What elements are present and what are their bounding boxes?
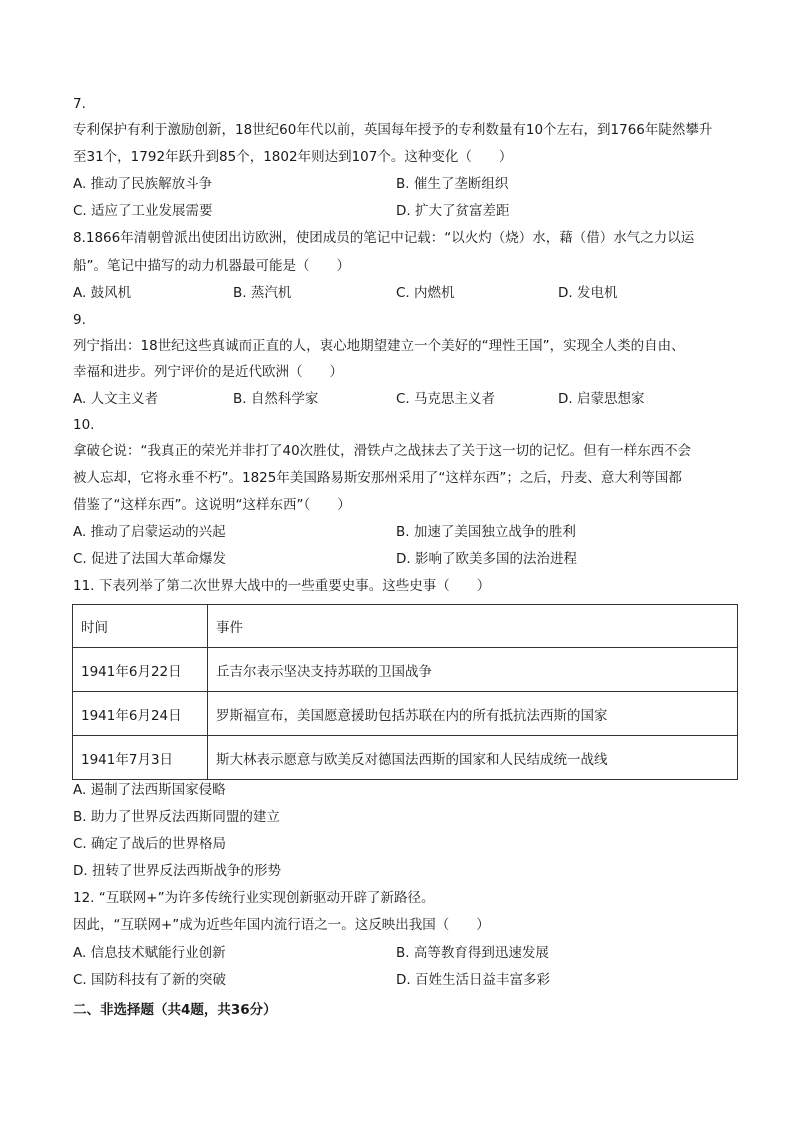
table-header-event: 事件 xyxy=(208,605,738,648)
q9-stem-line2: 幸福和进步。列宁评价的是近代欧洲（ ） xyxy=(73,364,343,380)
q8-stem-line1: 8.1866年清朝曾派出使团出访欧洲，使团成员的笔记中记载：“以火灼（烧）水，藉（借）水气之力以运 xyxy=(73,230,695,246)
q8-option-b: B. 蒸汽机 xyxy=(233,285,292,301)
q7-stem-line1: 专利保护有利于激励创新，18世纪60年代以前，英国每年授予的专利数量有10个左右，到1766年陡然攀升 xyxy=(73,122,713,138)
q12-option-d: D. 百姓生活日益丰富多彩 xyxy=(396,972,550,988)
table-cell-event: 罗斯福宣布，美国愿意援助包括苏联在内的所有抵抗法西斯的国家 xyxy=(208,692,738,736)
q10-stem-line2: 被人忘却，它将永垂不朽”。1825年美国路易斯安那州采用了“这样东西”；之后，丹麦、意大利等国都 xyxy=(73,470,682,486)
q7-option-b: B. 催生了垄断组织 xyxy=(396,176,509,192)
wwii-events-table xyxy=(72,604,738,780)
table-row xyxy=(73,648,738,692)
table-cell-event: 斯大林表示愿意与欧美反对德国法西斯的国家和人民结成统一战线 xyxy=(208,736,738,780)
q7-option-a: A. 推动了民族解放斗争 xyxy=(73,176,213,192)
table-cell-event: 丘吉尔表示坚决支持苏联的卫国战争 xyxy=(208,648,738,692)
table-cell-time: 1941年6月24日 xyxy=(73,692,208,736)
table-row xyxy=(73,692,738,736)
q10-stem-line1: 拿破仑说：“我真正的荣光并非打了40次胜仗，滑铁卢之战抹去了关于这一切的记忆。但有一样东西不会 xyxy=(73,443,692,459)
q7-number: 7. xyxy=(73,96,86,112)
q7-stem-line2: 至31个，1792年跃升到85个，1802年则达到107个。这种变化（ ） xyxy=(73,149,513,165)
q9-option-b: B. 自然科学家 xyxy=(233,391,319,407)
q12-option-c: C. 国防科技有了新的突破 xyxy=(73,972,227,988)
q11-option-c: C. 确定了战后的世界格局 xyxy=(73,836,227,852)
q8-option-a: A. 鼓风机 xyxy=(73,285,132,301)
q8-stem-line2: 船”。笔记中描写的动力机器最可能是（ ） xyxy=(73,258,350,274)
q9-option-c: C. 马克思主义者 xyxy=(396,391,496,407)
q12-stem-line2: 因此，“互联网+”成为近些年国内流行语之一。这反映出我国（ ） xyxy=(73,917,490,933)
q7-option-d: D. 扩大了贫富差距 xyxy=(396,203,510,219)
q8-option-c: C. 内燃机 xyxy=(396,285,455,301)
q11-stem: 11. 下表列举了第二次世界大战中的一些重要史事。这些史事（ ） xyxy=(73,578,491,594)
table-row xyxy=(73,736,738,780)
q11-option-a: A. 遏制了法西斯国家侵略 xyxy=(73,782,226,798)
q10-stem-line3: 借鉴了“这样东西”。这说明“这样东西”（ ） xyxy=(73,497,351,513)
table-cell-time: 1941年6月22日 xyxy=(73,648,208,692)
q12-stem-line1: 12. “互联网+”为许多传统行业实现创新驱动开辟了新路径。 xyxy=(73,890,435,906)
table-header-row xyxy=(73,605,738,648)
q12-option-b: B. 高等教育得到迅速发展 xyxy=(396,945,549,961)
q9-option-d: D. 启蒙思想家 xyxy=(558,391,645,407)
q9-number: 9. xyxy=(73,312,86,328)
q8-option-d: D. 发电机 xyxy=(558,285,618,301)
q11-option-d: D. 扭转了世界反法西斯战争的形势 xyxy=(73,863,281,879)
table-header-time: 时间 xyxy=(73,605,208,648)
q10-number: 10. xyxy=(73,417,95,433)
q9-stem-line1: 列宁指出：18世纪这些真诚而正直的人，衷心地期望建立一个美好的“理性王国”，实现全人类的自由、 xyxy=(73,338,685,354)
table-cell-time: 1941年7月3日 xyxy=(73,736,208,780)
q10-option-c: C. 促进了法国大革命爆发 xyxy=(73,551,227,567)
q7-option-c: C. 适应了工业发展需要 xyxy=(73,203,213,219)
q11-option-b: B. 助力了世界反法西斯同盟的建立 xyxy=(73,809,280,825)
q10-option-a: A. 推动了启蒙运动的兴起 xyxy=(73,524,226,540)
section-heading: 二、非选择题（共4题，共36分） xyxy=(73,1002,277,1018)
q9-option-a: A. 人文主义者 xyxy=(73,391,159,407)
q10-option-b: B. 加速了美国独立战争的胜利 xyxy=(396,524,576,540)
q10-option-d: D. 影响了欧美多国的法治进程 xyxy=(396,551,577,567)
q12-option-a: A. 信息技术赋能行业创新 xyxy=(73,945,226,961)
